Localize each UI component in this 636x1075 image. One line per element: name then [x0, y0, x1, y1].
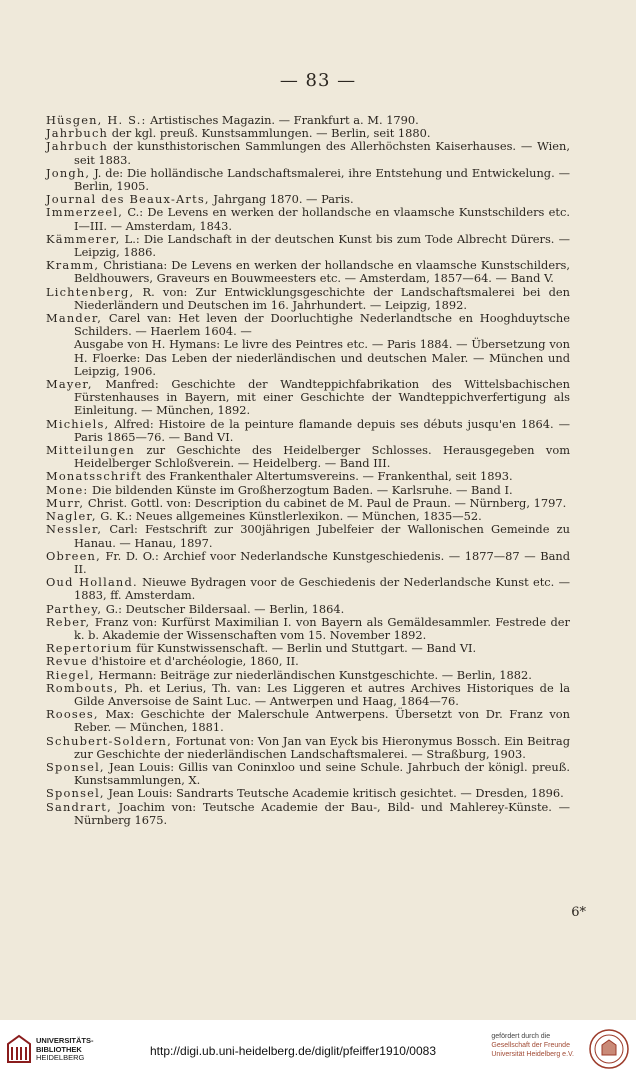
entry-text: C.: De Levens en werken der hollandsche en vlaamsche Kunstschilders etc. I—III. — Amsterdam, 1843.	[74, 205, 570, 233]
entry-text: Fortunat von: Von Jan van Eyck bis Hieronymus Bossch. Ein Beitrag zur Geschichte der niederländischen Landschaftsmalerei. — Straßburg, 1903.	[74, 733, 570, 761]
bibliography-entry	[46, 167, 570, 193]
bibliography-entry	[46, 378, 570, 418]
entry-text: Alfred: Histoire de la peinture flamande depuis ses débuts jusqu'en 1864. — Paris 1865—76. — Band VI.	[74, 416, 570, 444]
entry-author: Mander,	[46, 311, 103, 326]
entry-text: Artistisches Magazin. — Frankfurt a. M. 1790.	[146, 113, 419, 127]
entry-text: Ausgabe von H. Hymans: Le livre des Peintres etc. — Paris 1884. — Übersetzung von H. Floerke: Das Leben der niederländischen und deutschen Maler. — München und Leipzig, 1906.	[74, 337, 570, 378]
entry-author: Obreen,	[46, 548, 101, 563]
entry-author: Michiels,	[46, 416, 110, 431]
entry-author: Lichtenberg,	[46, 284, 135, 299]
entry-text: Die bildenden Künste im Großherzogtum Baden. — Karlsruhe. — Band I.	[88, 482, 513, 497]
entry-text: G.: Deutscher Bildersaal. — Berlin, 1864.	[102, 601, 345, 616]
sponsor-line: Universität Heidelberg e.V.	[491, 1051, 574, 1058]
entry-author: Mayer,	[46, 377, 93, 392]
entry-text: Hermann: Beiträge zur niederländischen Kunstgeschichte. — Berlin, 1882.	[94, 667, 532, 682]
entry-text: G. K.: Neues allgemeines Künstlerlexikon. — München, 1835—52.	[96, 509, 482, 524]
bibliography-entry	[46, 259, 570, 285]
entry-text: Max: Geschichte der Malerschule Antwerpens. Übersetzt von Dr. Franz von Reber. — München, 1881.	[74, 707, 570, 735]
entry-author: Kramm,	[46, 258, 100, 273]
bibliography-entry	[46, 140, 570, 166]
entry-author: Murr,	[46, 495, 85, 510]
entry-text: Carl: Festschrift zur 300jährigen Jubelfeier der Wallonischen Gemeinde zu Hanau. — Hanau, 1897.	[74, 522, 570, 550]
entry-author: Repertorium	[46, 641, 133, 656]
university-library-logo-icon[interactable]	[6, 1034, 32, 1064]
entry-text: R. von: Zur Entwicklungsgeschichte der Landschaftsmalerei bei den Niederländern und Deutschen im 16. Jahrhundert. — Leipzig, 1892.	[74, 284, 570, 312]
entry-text: Ph. et Lerius, Th. van: Les Liggeren et autres Archives Historiques de la Gilde Anversoise de Saint Luc. — Antwerpen und Haag, 1864—76.	[74, 680, 570, 708]
bibliography-entry	[46, 801, 570, 827]
bibliography-entry	[46, 444, 570, 470]
entry-text: Jahrgang 1870. — Paris.	[209, 192, 354, 207]
bibliography-entry	[46, 682, 570, 708]
entry-author: Oud Holland.	[46, 575, 138, 590]
sponsor-text[interactable]	[491, 1032, 574, 1059]
bibliography-entry	[46, 312, 570, 338]
entry-text: Jean Louis: Sandrarts Teutsche Academie kritisch gesichtet. — Dresden, 1896.	[104, 786, 564, 801]
entry-text: L.: Die Landschaft in der deutschen Kunst bis zum Tode Albrecht Dürers. — Leipzig, 1886.	[74, 231, 570, 260]
entry-author: Jongh,	[46, 165, 91, 180]
entry-author: Schubert-Soldern,	[46, 733, 172, 748]
library-name-line: HEIDELBERG	[36, 1053, 85, 1062]
entry-text: Carel van: Het leven der Doorluchtighe Nederlandtsche en Hooghduytsche Schilders. — Haerlem 1604. —	[74, 311, 570, 339]
university-seal-icon[interactable]	[588, 1028, 630, 1070]
entry-author: Jahrbuch	[46, 139, 109, 154]
entry-text: J. de: Die holländische Landschaftsmalerei, ihre Entstehung und Entwickelung. — Berlin, 1905.	[74, 165, 570, 194]
bibliography-entry	[46, 761, 570, 787]
entry-author: Parthey,	[46, 601, 103, 616]
bibliography-entry	[46, 576, 570, 602]
entry-text: des Frankenthaler Altertumsvereins. — Frankenthal, seit 1893.	[142, 469, 513, 484]
library-name-line: BIBLIOTHEK	[36, 1044, 82, 1054]
bibliography-entry	[46, 708, 570, 734]
bibliography-entry	[46, 550, 570, 576]
entry-author: Hüsgen, H. S.:	[46, 113, 147, 127]
entry-text: für Kunstwissenschaft. — Berlin und Stuttgart. — Band VI.	[132, 641, 477, 656]
library-name[interactable]	[36, 1037, 94, 1063]
bibliography-entry	[46, 233, 570, 259]
entry-author: Reber,	[46, 614, 91, 629]
footer-bar	[0, 1020, 636, 1075]
entry-text: Manfred: Geschichte der Wandteppichfabrikation des Wittelsbachischen Fürstenhauses in Bayern, mit einer Geschichte der Wandteppichverfertigung als Einleitung. — München, 1892.	[74, 377, 570, 418]
entry-author: Rombouts,	[46, 680, 119, 695]
entry-text: der kgl. preuß. Kunstsammlungen. — Berlin, seit 1880.	[108, 126, 431, 141]
entry-text: Joachim von: Teutsche Academie der Bau-, Bild- und Mahlerey-Künste. — Nürnberg 1675.	[74, 799, 570, 827]
bibliography-entry	[46, 206, 570, 232]
entry-text: Fr. D. O.: Archief voor Nederlandsche Kunstgeschiedenis. — 1877—87 — Band II.	[74, 548, 570, 576]
entry-author: Monatsschrift	[46, 469, 143, 484]
printer-signature: 6*	[571, 905, 586, 920]
entry-author: Riegel,	[46, 667, 95, 682]
bibliography-entry	[46, 523, 570, 549]
entry-author: Mone:	[46, 482, 89, 497]
sponsor-line: Gesellschaft der Freunde	[491, 1042, 570, 1049]
entry-author: Jahrbuch	[46, 126, 109, 141]
entry-author: Sandrart,	[46, 799, 112, 814]
bibliography-entry	[46, 735, 570, 761]
entry-author: Mitteilungen	[46, 443, 135, 458]
entry-author: Immerzeel,	[46, 205, 124, 220]
entry-text: Franz von: Kurfürst Maximilian I. von Bayern als Gemäldesammler. Festrede der k. b. Akademie der Wissenschaften vom 15. November 1892.	[74, 614, 570, 642]
bibliography-entry	[46, 418, 570, 444]
entry-text: Nieuwe Bydragen voor de Geschiedenis der Nederlandsche Kunst etc. — 1883, ff. Amsterdam.	[74, 575, 570, 603]
entry-author: Nagler,	[46, 509, 97, 524]
entry-text: Christiana: De Levens en werken der hollandsche en vlaamsche Kunstschilders, Beldhouwers, Graveurs en Bouwmeesters etc. — Amsterdam, 1857—64. — Band V.	[74, 258, 570, 286]
page-number: — 83 —	[279, 70, 357, 91]
library-name-line: UNIVERSITÄTS-	[36, 1036, 94, 1045]
bibliography-entry	[46, 286, 570, 312]
entry-text: d'histoire et d'archéologie, 1860, II.	[87, 654, 299, 669]
entry-author: Nessler,	[46, 522, 103, 537]
entry-author: Revue	[46, 654, 88, 669]
bibliography-entry	[46, 338, 570, 378]
entry-text: Christ. Gottl. von: Description du cabinet de M. Paul de Praun. — Nürnberg, 1797.	[84, 495, 567, 510]
entry-author: Rooses,	[46, 707, 99, 722]
entry-author: Journal des Beaux-Arts,	[46, 192, 210, 207]
entry-text: zur Geschichte des Heidelberger Schlosses. Herausgegeben vom Heidelberger Schloßverein. — Heidelberg. — Band III.	[74, 443, 570, 471]
entry-text: Jean Louis: Gillis van Coninxloo und seine Schule. Jahrbuch der königl. preuß. Kunstsammlungen, X.	[74, 759, 570, 788]
entry-author: Sponsel,	[46, 786, 105, 801]
entry-author: Sponsel,	[46, 759, 105, 774]
bibliography-entry	[46, 616, 570, 642]
bibliography-list	[46, 114, 570, 827]
entry-text: der kunsthistorischen Sammlungen des Allerhöchsten Kaiserhauses. — Wien, seit 1883.	[74, 139, 570, 167]
document-url-link[interactable]: http://digi.ub.uni-heidelberg.de/diglit/pfeiffer1910/0083	[150, 1044, 436, 1058]
sponsor-line: gefördert durch die	[491, 1033, 551, 1040]
entry-author: Kämmerer,	[46, 231, 121, 246]
